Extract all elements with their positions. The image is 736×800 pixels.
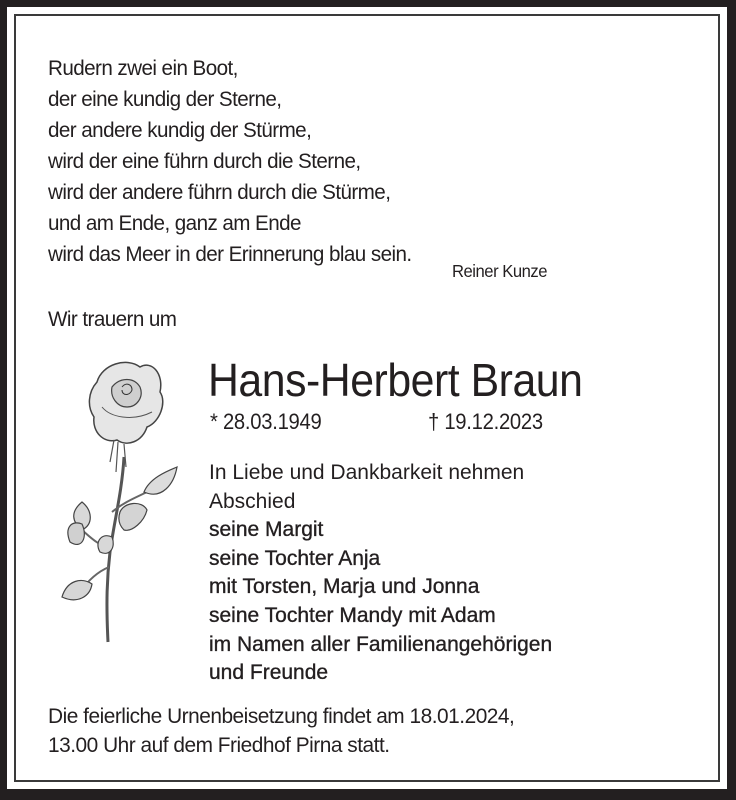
death-date: † 19.12.2023 xyxy=(428,409,543,434)
poem-line: wird das Meer in der Erinnerung blau sein. xyxy=(48,242,412,266)
poem-line: der eine kundig der Sterne, xyxy=(48,87,282,111)
obituary-frame xyxy=(14,14,720,782)
mourner-line: seine Tochter Anja xyxy=(209,546,381,570)
deceased-name: Hans-Herbert Braun xyxy=(208,354,583,406)
rose-icon xyxy=(52,352,182,652)
poem-line: der andere kundig der Stürme, xyxy=(48,118,312,142)
farewell-line: Abschied xyxy=(209,489,296,513)
mourner-line: im Namen aller Familienangehörigen xyxy=(209,632,553,656)
mourner-line: und Freunde xyxy=(209,661,329,685)
farewell-block xyxy=(209,459,552,688)
poem xyxy=(48,53,412,270)
intro-text: Wir trauern um xyxy=(48,307,177,331)
ceremony-line: Die feierliche Urnenbeisetzung findet am 18.01.2024, xyxy=(48,704,515,728)
farewell-line: In Liebe und Dankbarkeit nehmen xyxy=(209,461,525,484)
poem-line: wird der andere führn durch die Stürme, xyxy=(48,180,391,204)
poem-line: und am Ende, ganz am Ende xyxy=(48,211,301,235)
mourner-line: seine Margit xyxy=(209,518,324,542)
poem-line: Rudern zwei ein Boot, xyxy=(48,56,238,80)
ceremony-info xyxy=(48,702,514,760)
mourner-line: mit Torsten, Marja und Jonna xyxy=(209,575,480,599)
poem-author: Reiner Kunze xyxy=(452,261,548,281)
poem-line: wird der eine führn durch die Sterne, xyxy=(48,149,361,173)
obituary-sheet xyxy=(7,7,727,789)
birth-date: * 28.03.1949 xyxy=(210,409,322,434)
mourner-line: seine Tochter Mandy mit Adam xyxy=(209,603,496,627)
ceremony-line: 13.00 Uhr auf dem Friedhof Pirna statt. xyxy=(48,733,390,757)
